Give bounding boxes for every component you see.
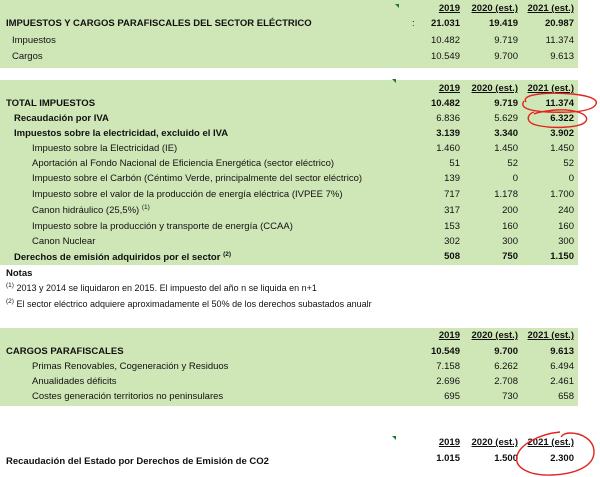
s2-row-2021: 1.150 xyxy=(550,251,574,262)
s1-row-2019: 10.549 xyxy=(430,51,460,62)
s1-row-2021: 9.613 xyxy=(550,51,574,62)
s2-row-2020: 300 xyxy=(502,236,518,247)
s2-row-2021: 52 xyxy=(563,158,574,169)
s3-title-2020: 9.700 xyxy=(494,346,518,357)
s2-row-2021: 300 xyxy=(558,236,574,247)
s2-row-2019: 51 xyxy=(449,158,460,169)
footnote-ref: (1) xyxy=(141,204,150,211)
s3-row-2020: 6.262 xyxy=(494,361,518,372)
s3-row-2021: 6.494 xyxy=(550,361,574,372)
s2-row-2019: 717 xyxy=(444,189,460,200)
s2-row-label: Impuesto sobre el Carbón (Céntimo Verde, principalmente del sector eléctrico) xyxy=(32,173,363,184)
s2-row-2021: 1.450 xyxy=(550,143,574,154)
s3-row-label: Costes generación territorios no peninsulares xyxy=(32,391,224,402)
s2-row-2020: 1.178 xyxy=(494,189,518,200)
s1-title-2020: 19.419 xyxy=(488,18,518,29)
s2-row-label: Aportación al Fondo Nacional de Eficiencia Energética (sector eléctrico) xyxy=(32,158,335,169)
s4-header-2019: 2019 xyxy=(438,437,460,448)
s2-row-2019: 508 xyxy=(444,251,460,262)
s2-row-2020: 0 xyxy=(512,173,518,184)
s2-row-label: Impuesto sobre la producción y transporte de energía (CCAA) xyxy=(32,221,293,232)
s2-header-2020: 2020 (est.) xyxy=(471,83,518,94)
s2-row-2019: 153 xyxy=(444,221,460,232)
s2-row-2020: 9.719 xyxy=(494,98,518,109)
s2-row-2020: 750 xyxy=(502,251,518,262)
note-text: El sector eléctrico adquiere aproximadamente el 50% de los derechos subastados anualr xyxy=(13,299,372,309)
s3-title: CARGOS PARAFISCALES xyxy=(6,346,124,357)
s1-row-label: Impuestos xyxy=(12,35,56,46)
s2-row-2020: 5.629 xyxy=(494,113,518,124)
s2-row-2021: 1.700 xyxy=(550,189,574,200)
s2-row-2021: 0 xyxy=(568,173,574,184)
s4-title: Recaudación del Estado por Derechos de Emisión de CO2 xyxy=(6,456,269,467)
s2-row-2019: 10.482 xyxy=(430,98,460,109)
s1-title-2021: 20.987 xyxy=(544,18,574,29)
s1-row-2020: 9.700 xyxy=(494,51,518,62)
s2-row-label: Recaudación por IVA xyxy=(14,113,109,124)
s2-header-2021: 2021 (est.) xyxy=(527,83,574,94)
s2-row-label: Derechos de emisión adquiridos por el sector xyxy=(14,252,221,264)
notes-title: Notas xyxy=(6,268,33,279)
s2-row-2020: 200 xyxy=(502,205,518,216)
s2-row-2020: 160 xyxy=(502,221,518,232)
s3-header-2020: 2020 (est.) xyxy=(471,330,518,341)
s2-row-2019: 317 xyxy=(444,205,460,216)
red-circle-co2 xyxy=(517,432,594,475)
s3-row-2019: 7.158 xyxy=(436,361,460,372)
s3-row-2021: 658 xyxy=(558,391,574,402)
s4-header-2021: 2021 (est.) xyxy=(527,437,574,448)
s2-row-2020: 52 xyxy=(507,158,518,169)
note-text: 2013 y 2014 se liquidaron en 2015. El impuesto del año n se liquida en n+1 xyxy=(13,283,317,293)
s2-row-label: Impuesto sobre el valor de la producción de energía eléctrica (IVPEE 7%) xyxy=(32,189,343,200)
s2-row-label: TOTAL IMPUESTOS xyxy=(6,98,96,109)
s2-row-label: Impuesto sobre la Electricidad (IE) xyxy=(32,143,178,154)
s2-row-2019: 139 xyxy=(444,173,460,184)
s4-value-2020: 1.500 xyxy=(494,453,518,464)
s2-row-2021: 160 xyxy=(558,221,574,232)
s3-row-2021: 2.461 xyxy=(550,376,574,387)
s1-row-2019: 10.482 xyxy=(430,35,460,46)
s4-header-2020: 2020 (est.) xyxy=(471,437,518,448)
s1-title-2019: 21.031 xyxy=(430,18,460,29)
s2-row-2019: 3.139 xyxy=(436,128,460,139)
s1-title: IMPUESTOS Y CARGOS PARAFISCALES DEL SECTOR ELÉCTRICO xyxy=(6,18,312,29)
s1-header-2021: 2021 (est.) xyxy=(527,3,574,14)
s3-header-2021: 2021 (est.) xyxy=(527,330,574,341)
s3-row-label: Primas Renovables, Cogeneración y Residuos xyxy=(32,361,229,372)
s2-row-2021: 240 xyxy=(558,205,574,216)
s1-row-label: Cargos xyxy=(12,51,43,62)
s1-row-2021: 11.374 xyxy=(545,35,574,46)
s2-row-2019: 302 xyxy=(444,236,460,247)
s2-row-label: Impuestos sobre la electricidad, excluido el IVA xyxy=(14,128,229,139)
s3-row-2020: 730 xyxy=(502,391,518,402)
s4-value-2019: 1.015 xyxy=(436,453,460,464)
s1-row-2020: 9.719 xyxy=(494,35,518,46)
s3-title-2021: 9.613 xyxy=(550,346,574,357)
s4-value-2021: 2.300 xyxy=(550,453,574,464)
footnote-ref: (1) xyxy=(6,282,14,289)
s2-row-2020: 3.340 xyxy=(494,128,518,139)
s2-row-2021: 6.322 xyxy=(550,113,574,124)
s3-row-2019: 695 xyxy=(444,391,460,402)
s3-title-2019: 10.549 xyxy=(430,346,460,357)
s3-row-label: Anualidades déficits xyxy=(32,376,117,387)
s2-row-2021: 3.902 xyxy=(550,128,574,139)
s3-row-2019: 2.696 xyxy=(436,376,460,387)
s2-row-2021: 11.374 xyxy=(545,98,574,109)
footnote-ref: (2) xyxy=(223,251,232,258)
s2-row-2019: 6.836 xyxy=(436,113,460,124)
s2-row-label: Canon Nuclear xyxy=(32,236,96,247)
s3-row-2020: 2.708 xyxy=(494,376,518,387)
s2-row-2020: 1.450 xyxy=(494,143,518,154)
s2-header-2019: 2019 xyxy=(438,83,460,94)
s3-header-2019: 2019 xyxy=(438,330,460,341)
footnote-ref: (2) xyxy=(6,298,14,305)
s2-row-2019: 1.460 xyxy=(436,143,460,154)
s1-colon: : xyxy=(412,18,415,29)
s2-row-label: Canon hidráulico (25,5%) xyxy=(32,205,140,217)
s1-header-2019: 2019 xyxy=(438,3,460,14)
s1-header-2020: 2020 (est.) xyxy=(471,3,518,14)
